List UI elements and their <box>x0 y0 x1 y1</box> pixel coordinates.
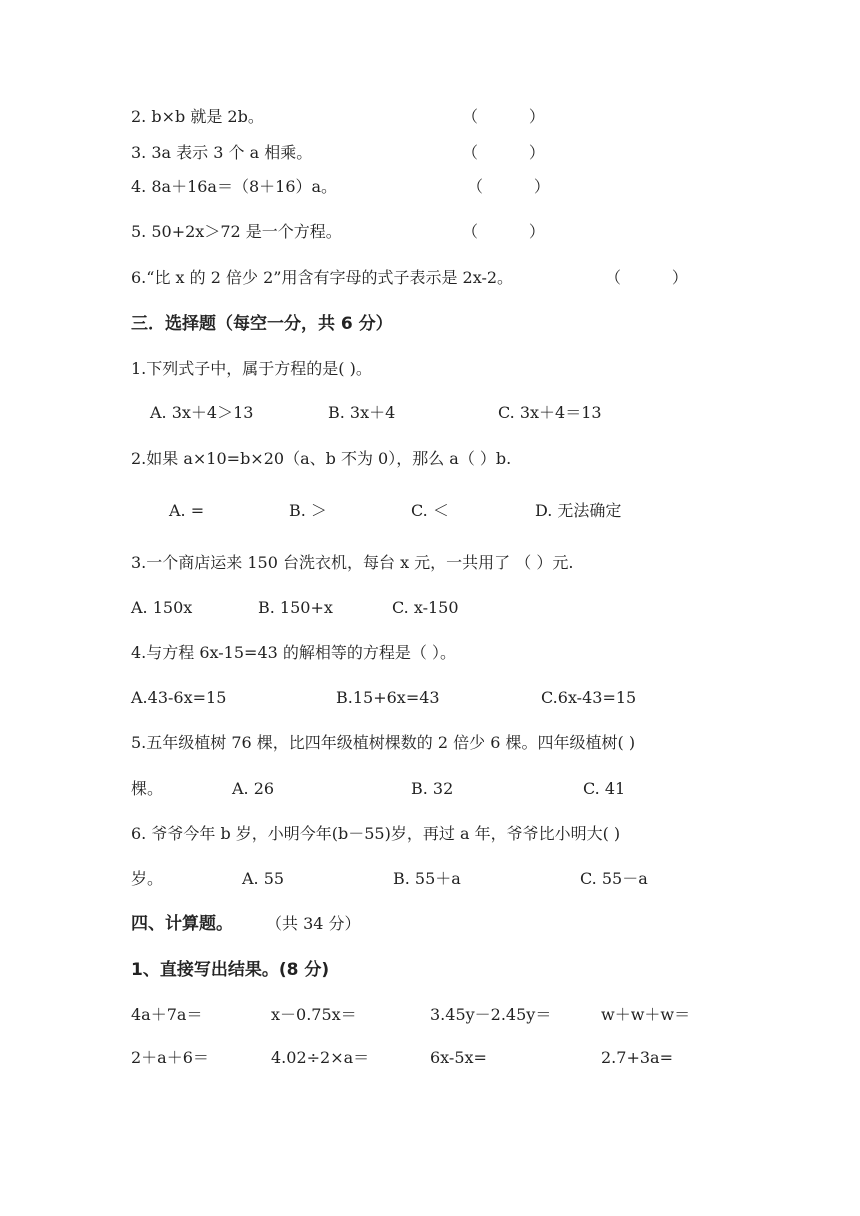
calc-item: 6x-5x= <box>430 1048 487 1067</box>
calc-item: w＋w＋w＝ <box>601 1005 691 1024</box>
q1-option-b[interactable]: B. 3x＋4 <box>328 403 396 422</box>
q5-option-a[interactable]: A. 26 <box>232 779 275 798</box>
tf-item-5: 5. 50+2x＞72 是一个方程。 <box>131 222 342 241</box>
tf-item-6: 6.“比 x 的 2 倍少 2”用含有字母的式子表示是 2x-2。 <box>131 268 514 287</box>
q4-option-c[interactable]: C.6x-43=15 <box>541 688 637 707</box>
answer-blank[interactable]: （ ） <box>605 268 688 287</box>
answer-blank[interactable]: （ ） <box>467 177 550 196</box>
calc-item: 4a＋7a＝ <box>131 1005 203 1024</box>
calc-item: 4.02÷2×a＝ <box>271 1048 370 1067</box>
q6-continuation: 岁。 <box>131 869 164 888</box>
section-4-sub1: 1、直接写出结果。(8 分) <box>131 960 330 980</box>
answer-blank[interactable]: （ ） <box>462 107 545 126</box>
calc-item: 2＋a＋6＝ <box>131 1048 209 1067</box>
tf-item-2: 2. b×b 就是 2b。 <box>131 107 264 126</box>
calc-item: 2.7+3a= <box>601 1048 673 1067</box>
q5-option-c[interactable]: C. 41 <box>583 779 626 798</box>
q3-option-a[interactable]: A. 150x <box>131 598 193 617</box>
q6-option-c[interactable]: C. 55－a <box>580 869 648 888</box>
q5-stem: 5.五年级植树 76 棵，比四年级植树棵数的 2 倍少 6 棵。四年级植树( ) <box>131 733 636 752</box>
q6-option-b[interactable]: B. 55＋a <box>393 869 461 888</box>
q6-stem: 6. 爷爷今年 b 岁，小明今年(b－55)岁，再过 a 年，爷爷比小明大( ) <box>131 824 621 843</box>
answer-blank[interactable]: （ ） <box>462 143 545 162</box>
section-4-points: （共 34 分） <box>266 914 361 933</box>
tf-item-3: 3. 3a 表示 3 个 a 相乘。 <box>131 143 313 162</box>
q5-option-b[interactable]: B. 32 <box>411 779 454 798</box>
q1-option-a[interactable]: A. 3x＋4＞13 <box>150 403 254 422</box>
calc-item: 3.45y－2.45y＝ <box>430 1005 552 1024</box>
tf-item-4: 4. 8a＋16a＝（8＋16）a。 <box>131 177 338 196</box>
q1-option-c[interactable]: C. 3x＋4＝13 <box>498 403 602 422</box>
q4-stem: 4.与方程 6x-15=43 的解相等的方程是（ ）。 <box>131 643 456 662</box>
q2-option-d[interactable]: D. 无法确定 <box>535 501 622 520</box>
q1-stem: 1.下列式子中，属于方程的是( )。 <box>131 359 372 378</box>
q2-option-a[interactable]: A. = <box>169 501 205 520</box>
q6-option-a[interactable]: A. 55 <box>242 869 285 888</box>
q2-option-c[interactable]: C. ＜ <box>411 501 449 520</box>
calc-item: x－0.75x＝ <box>271 1005 357 1024</box>
q2-stem: 2.如果 a×10=b×20（a、b 不为 0），那么 a（ ）b. <box>131 449 512 468</box>
q5-continuation: 棵。 <box>131 779 164 798</box>
q3-option-b[interactable]: B. 150+x <box>258 598 333 617</box>
answer-blank[interactable]: （ ） <box>462 222 545 241</box>
section-3-title: 三．选择题（每空一分，共 6 分） <box>131 314 393 334</box>
q3-stem: 3.一个商店运来 150 台洗衣机，每台 x 元，一共用了 （ ）元. <box>131 553 574 572</box>
q4-option-b[interactable]: B.15+6x=43 <box>336 688 440 707</box>
q4-option-a[interactable]: A.43-6x=15 <box>131 688 227 707</box>
q3-option-c[interactable]: C. x-150 <box>392 598 459 617</box>
section-4-title: 四、计算题。 <box>131 914 233 934</box>
q2-option-b[interactable]: B. ＞ <box>289 501 327 520</box>
